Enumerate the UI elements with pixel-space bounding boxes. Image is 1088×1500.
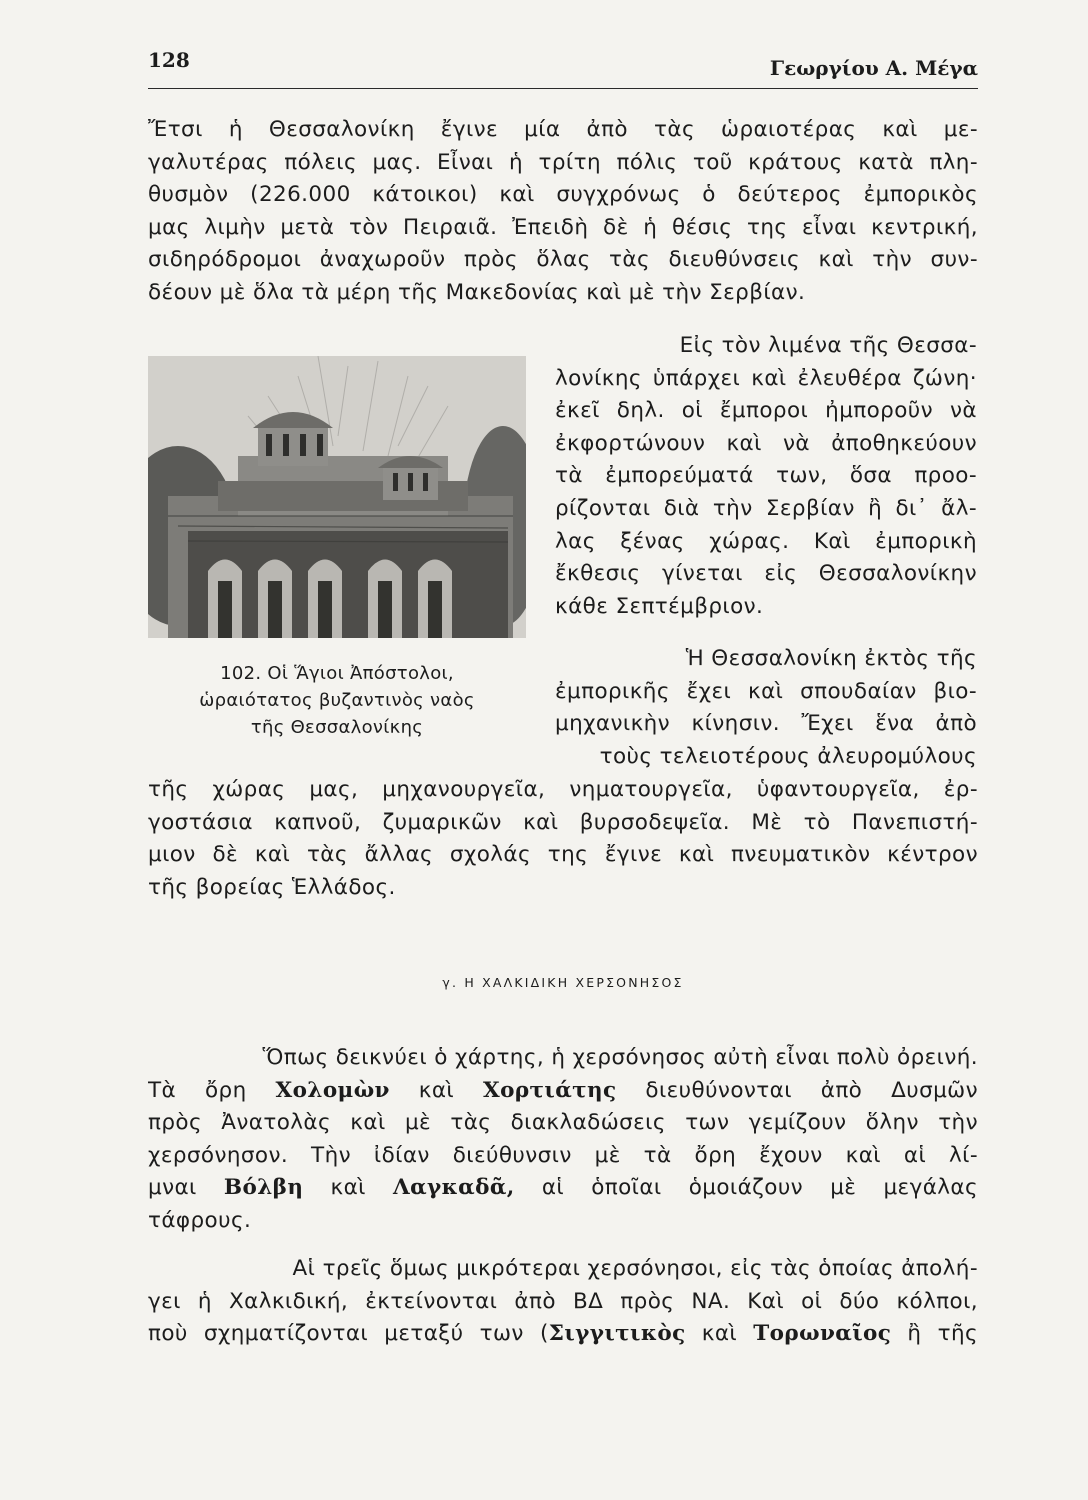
text-line: Αἱ τρεῖς ὅμως μικρότεραι χερσόνησοι, εἰς τὰς ὁποίας ἀπολή- [292,1256,978,1281]
keyword-lake-volvi: Βόλβη [223,1175,304,1201]
text-line: γοστάσια καπνοῦ, ζυμαρικῶν καὶ βυρσοδεψεῖα. Μὲ τὸ Πανεπιστή- [148,809,978,835]
text-fragment: καὶ [303,1175,394,1201]
keyword-toronean-gulf: Τορωναῖος [753,1321,892,1347]
text-line: θυσμὸν (226.000 κάτοικοι) καὶ συγχρόνως ὁ δεύτερος ἐμπορικὸς [148,182,978,208]
text-line: τῆς χώρας μας, μηχανουργεῖα, νηματουργεῖα, ὑφαντουργεῖα, ἐρ- [148,777,978,802]
text-line: λας ξένας χώρας. Καὶ ἐμπορικὴ [555,528,977,554]
keyword-mount-cholomon: Χολομὼν [275,1077,390,1103]
keyword-lake-lagkada: Λαγκαδᾶ, [393,1175,515,1201]
caption-line: ὡραιότατος βυζαντινὸς ναὸς [199,690,475,711]
church-photo [148,356,526,638]
text-fragment: ἢ τῆς [891,1321,978,1347]
text-line: χερσόνησον. Τὴν ἰδίαν διεύθυνσιν μὲ τὰ ὄρη ἔχουν καὶ αἱ λί- [148,1142,978,1168]
paragraph-thessaloniki-intro [148,114,978,310]
text-fragment: αἱ ὁποῖαι ὁμοιάζουν μὲ μεγάλας [514,1175,978,1201]
figure-caption [148,660,526,741]
caption-line: 102. Οἱ Ἅγιοι Ἀπόστολοι, [220,663,454,684]
text-line: κάθε Σεπτέμβριον. [555,593,764,619]
text-line: δέουν μὲ ὅλα τὰ μέρη τῆς Μακεδονίας καὶ μὲ τὴν Σερβίαν. [148,279,806,305]
text-fragment: Τὰ ὄρη [148,1077,276,1103]
text-fragment: διευθύνονται ἀπὸ Δυσμῶν [616,1077,978,1103]
paragraph-chalkidiki-mountains [148,1042,978,1238]
text-line: μας λιμὴν μετὰ τὸν Πειραιᾶ. Ἐπειδὴ δὲ ἡ θέσις της εἶναι κεντρική, [148,214,978,240]
page-number: 128 [148,48,190,72]
text-fragment: καὶ [685,1321,754,1347]
text-line [148,1172,978,1205]
text-line: πρὸς Ἀνατολὰς καὶ μὲ τὰς διακλαδώσεις των γεμίζουν ὅλην τὴν [148,1110,978,1136]
text-line: ρίζονται διὰ τὴν Σερβίαν ἢ δι᾽ ἄλ- [555,495,977,521]
text-line: ἔκθεσις γίνεται εἰς Θεσσαλονίκην [555,561,977,587]
text-line: Εἰς τὸν λιμένα τῆς Θεσσα- [679,333,977,358]
paragraph-free-zone [555,330,977,623]
caption-line: τῆς Θεσσαλονίκης [250,717,424,738]
text-line: μηχανικὴν κίνησιν. Ἔχει ἕνα ἀπὸ [555,711,977,737]
text-line: τῆς βορείας Ἑλλάδος. [148,874,396,900]
paragraph-industry-full [148,774,978,904]
keyword-singitic-gulf: Σιγγιτικὸς [548,1321,686,1347]
paragraph-industry-side [555,643,977,773]
text-line: τοὺς τελειοτέρους ἀλευρομύλους [599,743,977,769]
text-line [148,1075,978,1108]
text-line: ἐκεῖ δηλ. οἱ ἔμποροι ἠμποροῦν νὰ [555,398,977,424]
text-line: ἐκφορτώνουν καὶ νὰ ἀποθηκεύουν [555,430,977,456]
text-line: μιον δὲ καὶ τὰς ἄλλας σχολάς της ἔγινε καὶ πνευματικὸν κέντρον [148,842,978,868]
text-line: λονίκης ὑπάρχει καὶ ἐλευθέρα ζώνη· [555,365,977,391]
text-line: τάφρους. [148,1207,252,1233]
text-line: γει ἡ Χαλκιδική, ἐκτείνονται ἀπὸ ΒΔ πρὸς ΝΑ. Καὶ οἱ δύο κόλποι, [148,1288,978,1314]
paragraph-three-peninsulas [148,1253,978,1351]
text-line: σιδηρόδρομοι ἀναχωροῦν πρὸς ὅλας τὰς διευθύνσεις καὶ τὴν συν- [148,247,978,273]
text-line: γαλυτέρας πόλεις μας. Εἶναι ἡ τρίτη πόλις τοῦ κράτους κατὰ πλη- [148,149,978,175]
text-line: Ὅπως δεικνύει ὁ χάρτης, ἡ χερσόνησος αὐτὴ εἶναι πολὺ ὀρεινή. [262,1045,978,1070]
text-line: τὰ ἐμπορεύματά των, ὅσα προο- [555,463,977,489]
text-line [148,1318,978,1351]
text-fragment: καὶ [389,1077,483,1103]
text-line: ἐμπορικῆς ἔχει καὶ σπουδαίαν βιο- [555,678,977,704]
keyword-mount-chortiatis: Χορτιάτης [483,1077,617,1103]
text-line: Ἡ Θεσσαλονίκη ἐκτὸς τῆς [685,646,977,671]
running-title: Γεωργίου Α. Μέγα [769,56,978,80]
text-fragment: ποὺ σχηματίζονται μεταξύ των ( [148,1321,549,1347]
text-line: Ἔτσι ἡ Θεσσαλονίκη ἔγινε μία ἀπὸ τὰς ὡραιοτέρας καὶ με- [148,117,978,142]
page-header [148,48,978,89]
section-heading: γ. Η ΧΑΛΚΙΔΙΚΗ ΧΕΡΣΟΝΗΣΟΣ [442,975,684,990]
text-fragment: μναι [148,1175,224,1201]
